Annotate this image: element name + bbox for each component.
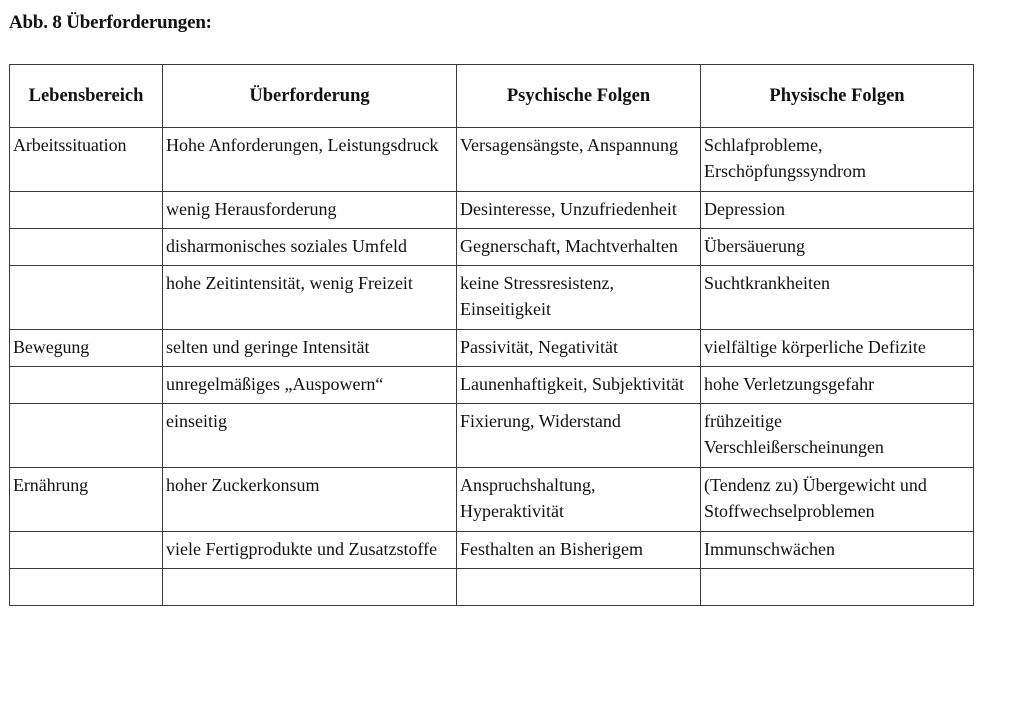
header-psychische-folgen: Psychische Folgen	[457, 65, 701, 128]
cell-psychische-folgen: Launenhaftigkeit, Subjektivität	[457, 367, 701, 404]
cell-empty	[10, 569, 163, 606]
table-row	[10, 192, 974, 229]
cell-psychische-folgen: Passivität, Negativität	[457, 330, 701, 367]
cell-ueberforderung: hohe Zeitintensität, wenig Freizeit	[163, 266, 457, 330]
cell-lebensbereich	[10, 532, 163, 569]
cell-lebensbereich: Bewegung	[10, 330, 163, 367]
cell-physische-folgen: Depression	[701, 192, 974, 229]
cell-ueberforderung: unregelmäßiges „Auspowern“	[163, 367, 457, 404]
cell-psychische-folgen: Anspruchshaltung, Hyperaktivität	[457, 468, 701, 532]
cell-lebensbereich	[10, 192, 163, 229]
cell-physische-folgen: frühzeitige Verschleißerscheinungen	[701, 404, 974, 468]
cell-physische-folgen: Übersäuerung	[701, 229, 974, 266]
table-row	[10, 404, 974, 468]
cell-psychische-folgen: keine Stressresistenz, Einseitigkeit	[457, 266, 701, 330]
cell-ueberforderung: hoher Zuckerkonsum	[163, 468, 457, 532]
cell-physische-folgen: Immunschwächen	[701, 532, 974, 569]
table-header-row	[10, 65, 974, 128]
cell-lebensbereich: Ernährung	[10, 468, 163, 532]
cell-ueberforderung: viele Fertigprodukte und Zusatzstoffe	[163, 532, 457, 569]
cell-empty	[457, 569, 701, 606]
cell-lebensbereich	[10, 367, 163, 404]
header-lebensbereich: Lebensbereich	[10, 65, 163, 128]
cell-physische-folgen: vielfältige körperliche Defizite	[701, 330, 974, 367]
cell-ueberforderung: selten und geringe Intensität	[163, 330, 457, 367]
cell-psychische-folgen: Fixierung, Widerstand	[457, 404, 701, 468]
cell-physische-folgen: Suchtkrankheiten	[701, 266, 974, 330]
cell-physische-folgen	[701, 128, 974, 192]
figure-title: Abb. 8 Überforderungen:	[9, 12, 212, 33]
cell-ueberforderung: Hohe Anforderungen, Leistungsdruck	[163, 128, 457, 192]
header-ueberforderung: Überforderung	[163, 65, 457, 128]
table-row-empty	[10, 569, 974, 606]
cell-empty	[701, 569, 974, 606]
table-row	[10, 367, 974, 404]
cell-ueberforderung: einseitig	[163, 404, 457, 468]
cell-psychische-folgen: Desinteresse, Unzufriedenheit	[457, 192, 701, 229]
table-row	[10, 330, 974, 367]
cell-psychische-folgen: Versagensängste, Anspannung	[457, 128, 701, 192]
cell-lebensbereich	[10, 229, 163, 266]
overload-table	[9, 64, 974, 606]
cell-empty	[163, 569, 457, 606]
cell-line: Schlafprobleme, Erschöpfungssyndrom	[704, 135, 866, 181]
table-row	[10, 468, 974, 532]
table-row	[10, 532, 974, 569]
table-row	[10, 266, 974, 330]
cell-ueberforderung: disharmonisches soziales Umfeld	[163, 229, 457, 266]
cell-lebensbereich: Arbeitssituation	[10, 128, 163, 192]
header-physische-folgen: Physische Folgen	[701, 65, 974, 128]
cell-lebensbereich	[10, 404, 163, 468]
cell-physische-folgen: hohe Verletzungsgefahr	[701, 367, 974, 404]
cell-physische-folgen: (Tendenz zu) Übergewicht und Stoffwechselproblemen	[701, 468, 974, 532]
cell-psychische-folgen: Gegnerschaft, Machtverhalten	[457, 229, 701, 266]
table-row	[10, 128, 974, 192]
cell-ueberforderung: wenig Herausforderung	[163, 192, 457, 229]
cell-psychische-folgen: Festhalten an Bisherigem	[457, 532, 701, 569]
table-row	[10, 229, 974, 266]
cell-lebensbereich	[10, 266, 163, 330]
